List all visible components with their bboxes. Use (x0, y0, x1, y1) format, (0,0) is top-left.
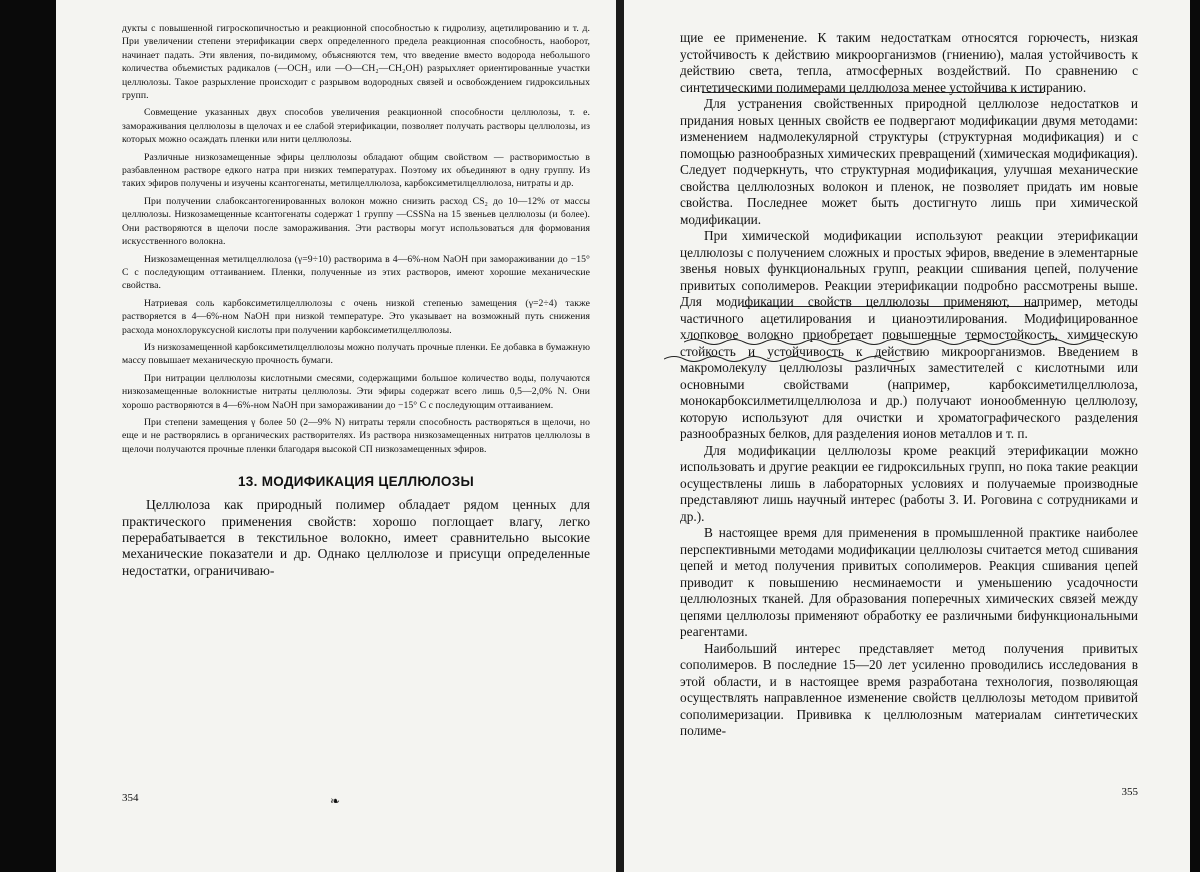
paragraph: Совмещение указанных двух способов увеличения реакционной способности целлюлозы, т. е. замораживания целлюлозы в щелочах и ее слабой этерификации, позволяет получать растворы целлюлозы, из которых можно осаждать пленки или нити целлюлозы. (122, 107, 590, 146)
paragraph: Различные низкозамещенные эфиры целлюлозы обладают общим свойством — растворимостью в разбавленном растворе едкого натра при низких температурах. Поэтому их объединяют в одну группу. Из таких эфиров получены и изучены ксантогенаты, метилцеллюлоза, карбоксиметилцеллюлоза, нитраты и др. (122, 151, 590, 190)
ink-mark: ❧ (330, 794, 341, 808)
paragraph: Натриевая соль карбоксиметилцеллюлозы с очень низкой степенью замещения (γ=2÷4) также растворяется в 4—6%-ном NaOH при низкой температуре. Это указывает на возможный путь снижения расхода монохлоруксусной кислоты при получении карбоксиметилцеллюлозы. (122, 297, 590, 336)
paragraph: При получении слабоксантогенированных волокон можно снизить расход CS₂ до 10—12% от массы целлюлозы. Низкозамещенные ксантогенаты содержат 1 группу —CSSNa на 15 звеньев целлюлозы (и более). Они растворяются в щелочи после замораживания. Эти растворы могут использоваться для формования искусственного волокна. (122, 195, 590, 248)
left-page-text (122, 22, 590, 456)
left-page (56, 0, 616, 872)
paragraph: Из низкозамещенной карбоксиметилцеллюлозы можно получать прочные пленки. Ее добавка в бумажную массу повышает механическую прочность бумаги. (122, 341, 590, 367)
pen-underline (702, 92, 1044, 93)
paragraph: При нитрации целлюлозы кислотными смесями, содержащими большое количество воды, получаются низкозамещенные волокнистые нитраты целлюлозы. Эти эфиры содержат всего лишь 0,5—2,0% N. Они хорошо растворяются в 4—6%-ном NaOH при замораживании до −15° C с последующим оттаиванием. (122, 372, 590, 411)
section-body (122, 497, 590, 579)
book-gutter (616, 0, 624, 872)
paragraph: Для модификации целлюлозы кроме реакций этерификации можно использовать и другие реакции ее гидроксильных групп, но пока такие реакции осуществлены лишь в лабораторных условиях и получаемые производные представляют лишь научный интерес (работы З. И. Роговина с сотрудниками и др.). (680, 442, 1138, 524)
paragraph: При степени замещения γ более 50 (2—9% N) нитраты теряли способность растворяться в щелочи, но еще и не растворялись в органических растворителях. Из раствора низкозамещенных нитратов целлюлозы в щелочи получаются прочные пленки благодаря высокой СП низкозамещенных эфиров. (122, 416, 590, 455)
paragraph: Наибольший интерес представляет метод получения привитых сополимеров. В последние 15—20 лет усиленно проводились исследования в этой области, и в настоящее время разработана технология, позволяющая осуществлять направленное изменение свойств целлюлозы методом привитой сополимеризации. Прививка к целлюлозным материалам синтетических полиме- (680, 640, 1138, 738)
paragraph: В настоящее время для применения в промышленной практике наиболее перспективными методами модификации целлюлозы считается метод сшивания цепей и метод получения привитых сополимеров. Реакция сшивания цепей приводит к повышению несминаемости и уменьшению усадочности целлюлозных тканей. Для образования поперечных химических связей между цепями целлюлозы применяют обработку ее различными бифункциональными реагентами. (680, 525, 1138, 639)
paragraph: Целлюлоза как природный полимер обладает рядом ценных для практического применения свойств: хорошо поглощает влагу, легко перерабатывается в текстильное волокно, имеет сравнительно высокие механические показатели и др. Однако целлюлозе и присущи определенные недостатки, ограничиваю- (122, 497, 590, 578)
paragraph: При химической модификации используют реакции этерификации целлюлозы с получением сложных и простых эфиров, введение в элементарные звенья новых функциональных групп, реакции сшивания цепей, получение привитых сополимеров. Реакции этерификации подробно рассмотрены выше. Для модификации свойств целлюлозы применяют, например, методы частичного ацетилирования и цианоэтилирования. Модифицированное хлопковое волокно приобретает повышенные термостойкость, химическую стойкость и устойчивость к действию микроорганизмов. Введением в макромолекулу целлюлозы различных заместителей с кислотными или основными свойствами (например, карбоксиметилцеллюлоза, монокарбоксилметилцеллюлоза и др.) получают ионообменную целлюлозу, которую используют для очистки и хроматографического разделения разнообразных белков, для разделения ионов металлов и т. п. (680, 228, 1138, 441)
paragraph: Низкозамещенная метилцеллюлоза (γ=9÷10) растворима в 4—6%-ном NaOH при замораживании до −15° C с последующим оттаиванием. Пленки, полученные из этих растворов, имеют хорошие механические свойства. (122, 253, 590, 292)
page-number: 354 (122, 792, 139, 804)
pen-underline (742, 306, 1038, 307)
page-number: 355 (1121, 786, 1138, 798)
right-page (624, 0, 1190, 872)
pen-wavy-underline (664, 354, 904, 364)
section-heading: 13. МОДИФИКАЦИЯ ЦЕЛЛЮЛОЗЫ (237, 474, 474, 490)
pen-wavy-underline (684, 337, 1104, 347)
paragraph: дукты с повышенной гигроскопичностью и реакционной способностью к гидролизу, ацетилированию и т. д. При увеличении степени этерификации сверх определенного предела реакционная способность, наоборот, начинает падать. Эти явления, по-видимому, объясняются тем, что введение вместо водорода небольшого количества объемистых радикалов (—OCH₃ или —O—CH₂—CH₂OH) разрыхляет ориентированные участки целлюлозы. Такое разрыхление происходит с разрывом водородных связей и освобождением гидроксильных групп. (122, 23, 590, 102)
paragraph: Для устранения свойственных природной целлюлозе недостатков и придания новых ценных свойств ее подвергают модификации двумя методами: изменением надмолекулярной структуры (структурная модификация) и с помощью разнообразных химических превращений (химическая модификация). Следует подчеркнуть, что структурная модификация, улучшая механические свойства целлюлозных волокон и пленок, не позволяет придать им новые свойства. Последнее может быть достигнуто лишь при химической модификации. (680, 96, 1138, 227)
paragraph: щие ее применение. К таким недостаткам относятся горючесть, низкая устойчивость к действию микроорганизмов (гниению), малая устойчивость к действию света, тепла, атмосферных воздействий. По сравнению с синтетическими полимерами целлюлоза менее устойчива к истиранию. (680, 30, 1138, 95)
right-page-text (680, 30, 1138, 740)
